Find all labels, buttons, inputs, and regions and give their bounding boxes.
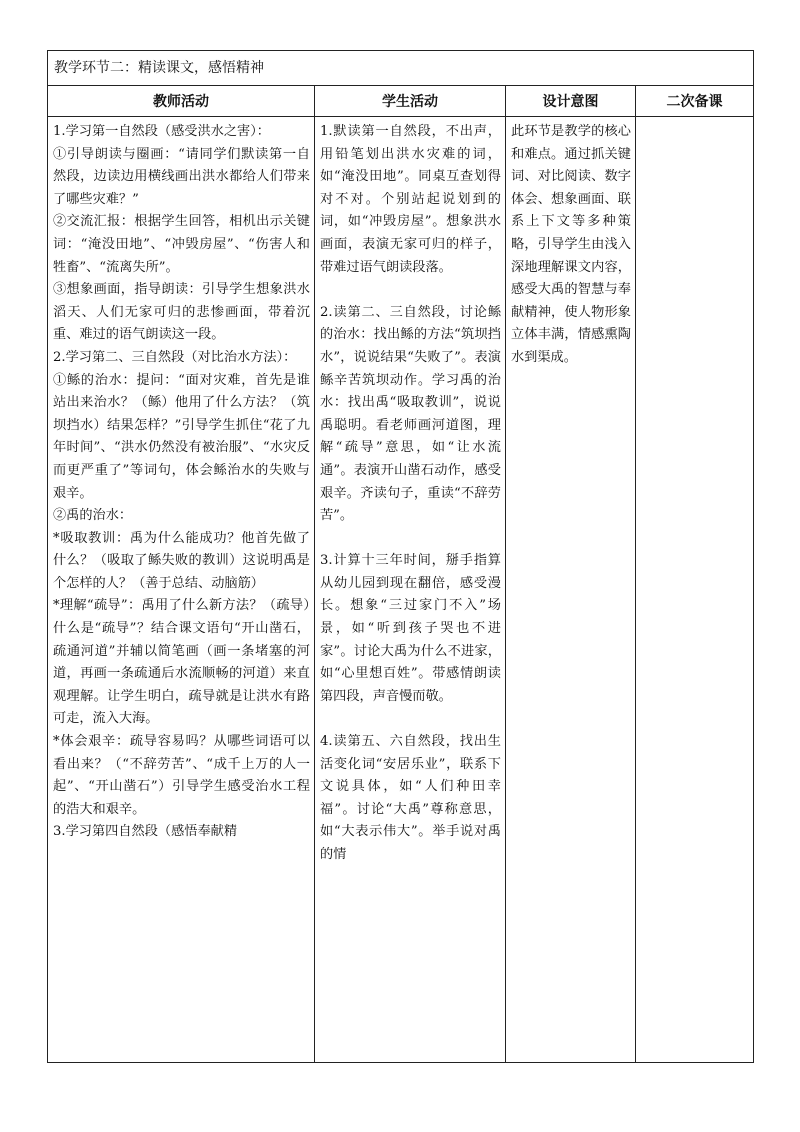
teacher-paragraph: ②禹的治水： [53, 508, 133, 524]
student-activity-cell [315, 117, 506, 1063]
teacher-activity-cell [48, 117, 315, 1063]
teacher-paragraph: 2.学习第二、三自然段（对比治水方法）： [53, 349, 297, 365]
header-secondary-prep: 二次备课 [636, 86, 754, 117]
header-student-activity: 学生活动 [315, 86, 506, 117]
teacher-paragraph: ①引导朗读与圈画：“请同学们默读第一自然段，边读边用横线画出洪水都给人们带来了哪些灾难？” [53, 146, 310, 207]
teacher-paragraph: *理解“疏导”：禹用了什么新方法？（疏导）什么是“疏导”？结合课文语句“开山凿石，疏通河道”并辅以简笔画（画一条堵塞的河道，再画一条疏通后水流顺畅的河道）来直观理解。让学生明白，疏导就是让洪水有路可走，流入大海。 [53, 598, 310, 727]
student-paragraph: 1.默读第一自然段，不出声，用铅笔划出洪水灾难的词，如“淹没田地”。同桌互查划得对不对。个别站起说划到的词，如“冲毁房屋”。想象洪水画面，表演无家可归的样子，带难过语气朗读段落。 [320, 124, 501, 275]
design-intent-cell [506, 117, 636, 1063]
teacher-paragraph: ②交流汇报：根据学生回答，相机出示关键词：“淹没田地”、“冲毁房屋”、“伤害人和牲畜”、“流离失所”。 [53, 214, 310, 275]
student-paragraph: 4.读第五、六自然段，找出生活变化词“安居乐业”，联系下文说具体，如“人们种田幸福”。讨论“大禹”尊称意思，如“大表示伟大”。举手说对禹的情 [320, 734, 501, 862]
design-intent-text: 此环节是教学的核心和难点。通过抓关键词、对比阅读、数字体会、想象画面、联系上下文等多种策略，引导学生由浅入深地理解课文内容，感受大禹的智慧与奉献精神，使人物形象立体丰满，情感熏陶水到渠成。 [511, 124, 631, 365]
student-paragraph: 2.读第二、三自然段，讨论鲧的治水：找出鲧的方法“筑坝挡水”，说说结果“失败了”。表演鲧辛苦筑坝动作。学习禹的治水：找出禹“吸取教训”，说说禹聪明。看老师画河道图，理解“疏导”意思，如“让水流通”。表演开山凿石动作，感受艰辛。齐读句子，重读“不辞劳苦”。 [320, 304, 501, 524]
student-paragraph: 3.计算十三年时间，掰手指算从幼儿园到现在翻倍，感受漫长。想象“三过家门不入”场景，如“听到孩子哭也不进家”。讨论大禹为什么不进家，如“心里想百姓”。带感情朗读第四段，声音慢而敬。 [320, 553, 501, 704]
secondary-prep-cell [636, 117, 754, 1063]
teacher-paragraph: *吸取教训：禹为什么能成功？他首先做了什么？（吸取了鲧失败的教训）这说明禹是个怎样的人？（善于总结、动脑筋） [53, 530, 310, 591]
teacher-paragraph: ①鲧的治水：提问：“面对灾难，首先是谁站出来治水？（鲧）他用了什么方法？（筑坝挡水）结果怎样？”引导学生抓住“花了九年时间”、“洪水仍然没有被治服”、“水灾反而更严重了”等词句，体会鲧治水的失败与艰辛。 [53, 372, 310, 501]
header-teacher-activity: 教师活动 [48, 86, 315, 117]
header-design-intent: 设计意图 [506, 86, 636, 117]
lesson-plan-table [47, 50, 754, 1063]
teacher-paragraph: ③想象画面，指导朗读：引导学生想象洪水滔天、人们无家可归的悲惨画面，带着沉重、难过的语气朗读这一段。 [53, 282, 310, 343]
teacher-paragraph: 1.学习第一自然段（感受洪水之害）： [53, 124, 270, 139]
teacher-paragraph: *体会艰辛：疏导容易吗？从哪些词语可以看出来？（“不辞劳苦”、“成千上万的人一起”、“开山凿石”）引导学生感受治水工程的浩大和艰辛。 [53, 734, 310, 817]
teacher-paragraph: 3.学习第四自然段（感悟奉献精 [53, 824, 238, 840]
section-title: 教学环节二：精读课文，感悟精神 [48, 51, 754, 86]
